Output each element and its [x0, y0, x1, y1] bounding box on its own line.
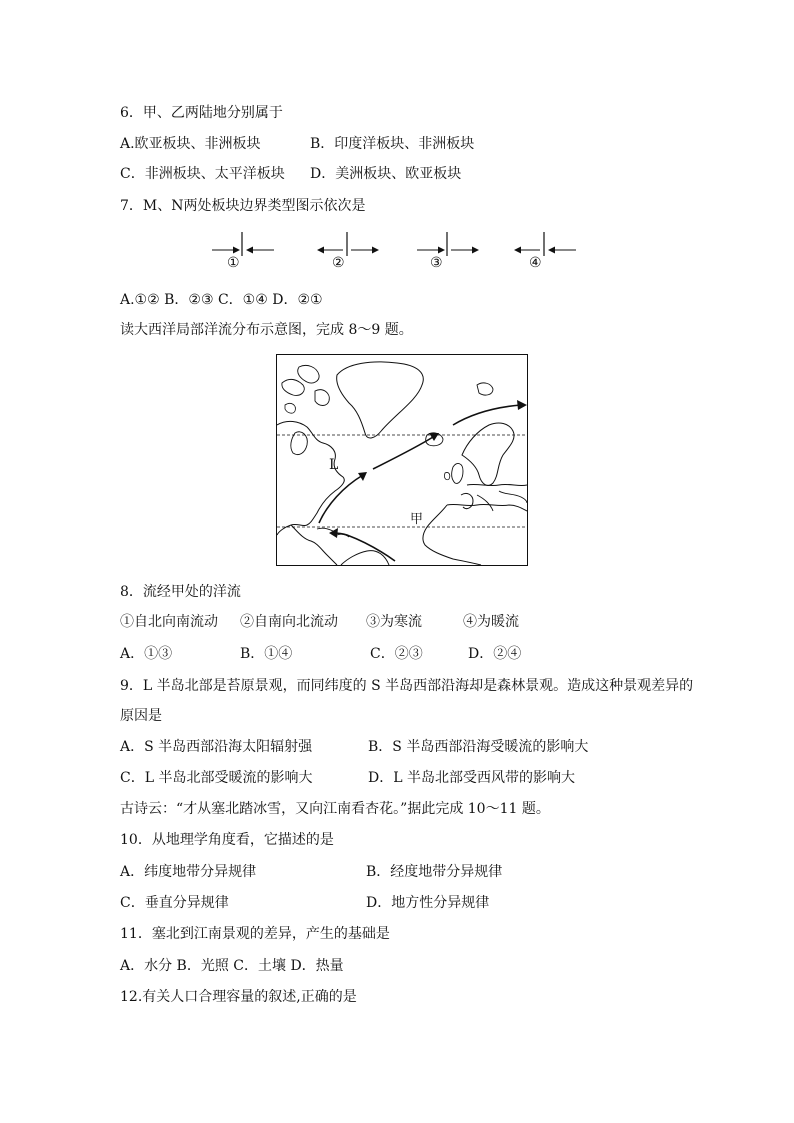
figure-label-4: ④: [529, 255, 542, 271]
map-label-l: L: [329, 457, 339, 473]
q9-option-a: A．S 半岛西部沿海太阳辐射强: [120, 739, 313, 755]
q8-stem: 8．流经甲处的洋流: [120, 584, 241, 600]
q8-statement-3: ③为寒流: [366, 614, 422, 630]
q10-option-b: B．经度地带分异规律: [366, 864, 503, 880]
boundary-figure-3: [415, 230, 485, 279]
figure-label-1: ①: [227, 255, 240, 271]
diverging-arrows-icon: [315, 230, 385, 275]
right-arrows-icon: [415, 230, 485, 275]
q9-option-d: D．L 半岛北部受西风带的影响大: [368, 770, 575, 786]
q6-option-c: C．非洲板块、太平洋板块: [120, 166, 285, 182]
map-label-jia: 甲: [410, 512, 424, 527]
q10-option-d: D．地方性分异规律: [366, 895, 490, 911]
intro-10-11: 古诗云：“才从塞北踏冰雪，又向江南看杏花。”据此完成 10～11 题。: [120, 801, 550, 817]
q9-stem-line1: 9．L 半岛北部是苔原景观，而同纬度的 S 半岛西部沿海却是森林景观。造成这种景观差异的: [120, 678, 694, 694]
q11-stem: 11．塞北到江南景观的差异，产生的基础是: [120, 926, 390, 942]
q8-option-c: C．②③: [370, 646, 423, 662]
q8-option-d: D．②④: [468, 646, 522, 662]
intro-8-9: 读大西洋局部洋流分布示意图，完成 8～9 题。: [120, 322, 413, 338]
map-drawing: [277, 355, 527, 565]
q7-options: A.①② B．②③ C．①④ D．②①: [120, 292, 323, 308]
q10-option-a: A．纬度地带分异规律: [120, 864, 257, 880]
q6-option-d: D．美洲板块、欧亚板块: [310, 166, 462, 182]
q8-option-a: A．①③: [120, 646, 173, 662]
atlantic-current-map: [276, 354, 528, 566]
q9-stem-line2: 原因是: [120, 708, 162, 724]
q6-option-b: B．印度洋板块、非洲板块: [310, 136, 475, 152]
q6-option-a: A.欧亚板块、非洲板块: [120, 136, 261, 152]
q9-option-b: B．S 半岛西部沿海受暖流的影响大: [368, 739, 589, 755]
q6-stem: 6．甲、乙两陆地分别属于: [120, 105, 283, 121]
q9-option-c: C．L 半岛北部受暖流的影响大: [120, 770, 313, 786]
figure-label-3: ③: [430, 255, 443, 271]
boundary-figure-2: [315, 230, 385, 279]
boundary-figure-1: [210, 230, 280, 279]
q8-option-b: B．①④: [240, 646, 293, 662]
q7-stem: 7．M、N两处板块边界类型图示依次是: [120, 198, 366, 214]
q10-stem: 10．从地理学角度看，它描述的是: [120, 832, 334, 848]
q12-stem: 12.有关人口合理容量的叙述,正确的是: [120, 989, 357, 1005]
q10-option-c: C．垂直分异规律: [120, 895, 229, 911]
converging-arrows-icon: [210, 230, 280, 275]
q8-statement-4: ④为暖流: [463, 614, 519, 630]
q8-statement-2: ②自南向北流动: [240, 614, 338, 630]
boundary-figure-4: [512, 230, 582, 279]
q11-options: A．水分 B．光照 C．土壤 D．热量: [120, 958, 344, 974]
left-arrows-icon: [512, 230, 582, 275]
figure-label-2: ②: [332, 255, 345, 271]
q8-statement-1: ①自北向南流动: [120, 614, 218, 630]
